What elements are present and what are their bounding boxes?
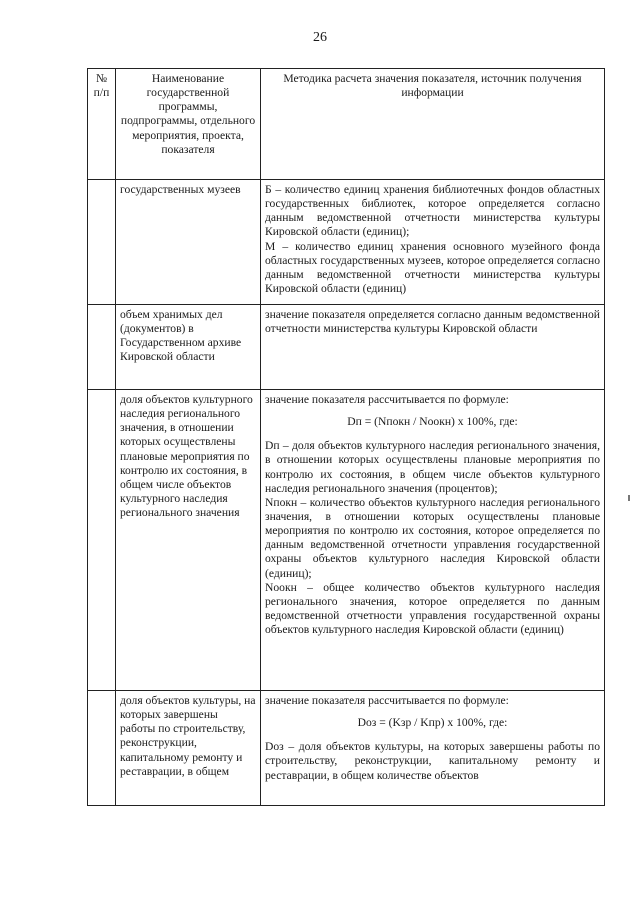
header-name: Наименование государственной программы, подпрограммы, отдельного мероприятия, проекта, показателя bbox=[116, 69, 261, 180]
scan-artifact bbox=[628, 495, 630, 501]
row-indicator-name: объем хранимых дел (документов) в Государственном архиве Кировской области bbox=[116, 305, 261, 390]
indicator-methodology-table bbox=[87, 68, 605, 806]
row-number bbox=[88, 180, 116, 305]
row-indicator-name: доля объектов культурного наследия регионального значения, в отношении которых осуществлены плановые мероприятия по контролю их состояния, в общем числе объектов культурного наследия регионального значения bbox=[116, 390, 261, 691]
header-method: Методика расчета значения показателя, источник получения информации bbox=[261, 69, 605, 180]
header-number: № п/п bbox=[88, 69, 116, 180]
table-row bbox=[88, 390, 605, 691]
row-method bbox=[261, 180, 605, 305]
row-method bbox=[261, 390, 605, 691]
table-row bbox=[88, 305, 605, 390]
row-indicator-name: доля объектов культуры, на которых завершены работы по строительству, реконструкции, капитальному ремонту и реставрации, в общем bbox=[116, 691, 261, 806]
formula: Dп = (Nпокн / Nоокн) х 100%, где: bbox=[347, 415, 518, 429]
method-paragraph: Nпокн – количество объектов культурного наследия регионального значения, в отношении которых осуществлены плановые мероприятия по контролю их состояния, которое определяется по данным ведомственной отчетности управления государственной охраны объектов культурного наследия Кировской области (единиц); bbox=[265, 495, 600, 580]
table-row bbox=[88, 180, 605, 305]
row-number bbox=[88, 390, 116, 691]
row-number bbox=[88, 305, 116, 390]
row-method bbox=[261, 305, 605, 390]
row-indicator-name: государственных музеев bbox=[116, 180, 261, 305]
method-paragraph: Dп – доля объектов культурного наследия регионального значения, в отношении которых осуществлены плановые мероприятия по контролю их состояния, в общем числе объектов культурного наследия регионального значения (процентов); bbox=[265, 439, 600, 495]
table-header-row bbox=[88, 69, 605, 180]
method-paragraph: Б – количество единиц хранения библиотечных фондов областных государственных библиотек, которое определяется согласно данным ведомственной отчетности министерства культуры Кировской области (единиц); bbox=[265, 183, 600, 239]
method-paragraph: Dоз – доля объектов культуры, на которых завершены работы по строительству, реконструкции, капитальному ремонту и реставрации, в общем количестве объектов bbox=[265, 740, 600, 782]
page-number: 26 bbox=[313, 30, 327, 45]
row-number bbox=[88, 691, 116, 806]
method-paragraph: М – количество единиц хранения основного музейного фонда областных государственных музеев, которое определяется согласно данным ведомственной отчетности министерства культуры Кировской области (единиц) bbox=[265, 239, 600, 295]
table-row bbox=[88, 691, 605, 806]
method-intro: значение показателя рассчитывается по формуле: bbox=[265, 694, 509, 707]
method-intro: значение показателя рассчитывается по формуле: bbox=[265, 393, 509, 406]
formula: Dоз = (Kзр / Kпр) х 100%, где: bbox=[357, 716, 508, 730]
method-paragraph: Nоокн – общее количество объектов культурного наследия регионального значения, которое определяется по данным ведомственной отчетности управления государственной охраны объектов культурного наследия Кировской области (единиц) bbox=[265, 580, 600, 637]
method-paragraph: значение показателя определяется согласно данным ведомственной отчетности министерства культуры Кировской области bbox=[265, 308, 600, 336]
row-method bbox=[261, 691, 605, 806]
